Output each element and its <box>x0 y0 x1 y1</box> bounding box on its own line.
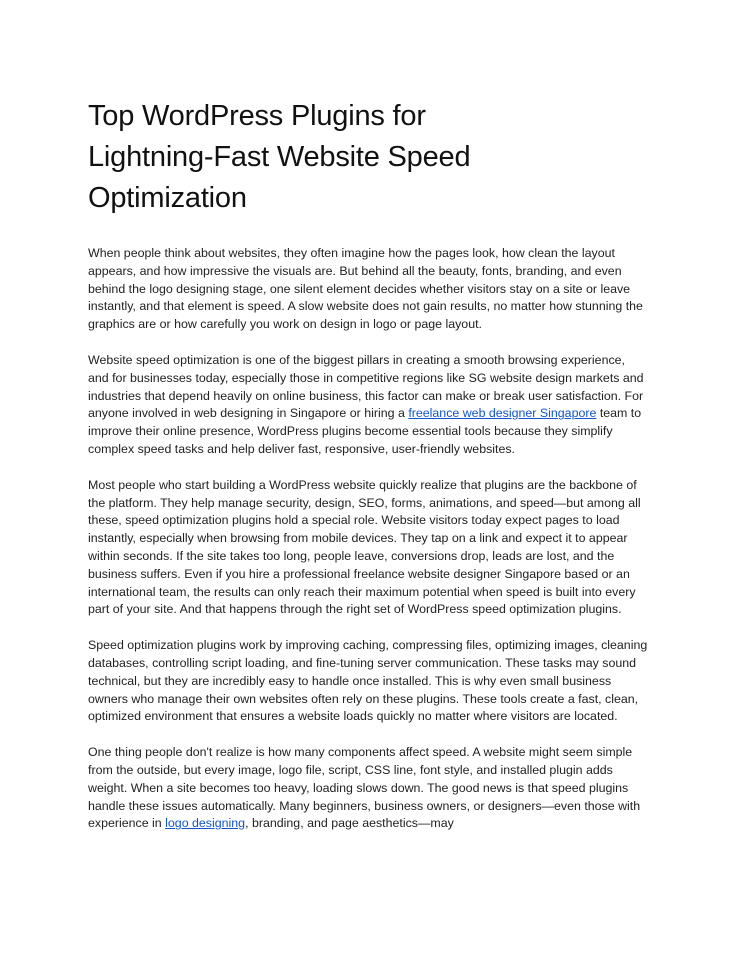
document-body <box>88 96 648 851</box>
paragraph-plugins-backbone: Most people who start building a WordPress website quickly realize that plugins are the backbone of the platform. They help manage security, design, SEO, forms, animations, and speed—but among all these, speed optimization plugins hold a special role. Website visitors today expect pages to load instantly, especially when browsing from mobile devices. They tap on a link and expect it to appear within seconds. If the site takes too long, people leave, conversions drop, leads are lost, and the business suffers. Even if you hire a professional freelance website designer Singapore based or an international team, the results can only reach their maximum potential when speed is built into every part of your site. And that happens through the right set of WordPress speed optimization plugins. <box>88 477 641 617</box>
paragraph-text: Website speed optimization is one of the biggest pillars in creating a smooth browsing experience, and for businesses today, especially those in competitive regions like SG website design markets and industries that depend heavily on online business, this factor can make or break user satisfaction. For anyone involved in web designing in Singapore or hiring a <box>88 352 644 421</box>
freelance-web-designer-link[interactable]: freelance web designer Singapore <box>408 406 597 421</box>
document-title: Top WordPress Plugins for Lightning-Fast Website Speed Optimization <box>88 100 471 214</box>
paragraph-text: One thing people don't realize is how many components affect speed. A website might seem simple from the outside, but every image, logo file, script, CSS line, font style, and installed plugin adds weight. When a site becomes too heavy, loading slows down. The good news is that speed plugins handle these issues automatically. Many beginners, business owners, or designers—even those with experience in <box>88 745 641 831</box>
paragraph-text: , branding, and page aesthetics—may <box>245 816 454 831</box>
logo-designing-link[interactable]: logo designing <box>165 816 246 831</box>
paragraph-speed-optimization <box>88 352 648 459</box>
paragraph-text: team to improve their online presence, WordPress plugins become essential tools because they simplify complex speed tasks and help deliver fast, responsive, user-friendly websites. <box>88 406 642 456</box>
paragraph-how-plugins-work: Speed optimization plugins work by improving caching, compressing files, optimizing images, cleaning databases, controlling script loading, and fine-tuning server communication. These tasks may sound technical, but they are incredibly easy to handle once installed. This is why even small business owners who manage their own websites often rely on these plugins. These tools create a fast, clean, optimized environment that ensures a website loads quickly no matter where visitors are located. <box>88 638 648 724</box>
paragraph-speed-components <box>88 744 648 833</box>
paragraph-intro: When people think about websites, they often imagine how the pages look, how clean the layout appears, and how impressive the visuals are. But behind all the beauty, fonts, branding, and even behind the logo designing stage, one silent element decides whether visitors stay on a site or leave instantly, and that element is speed. A slow website does not gain results, no matter how stunning the graphics are or how carefully you work on design in logo or page layout. <box>88 246 643 332</box>
